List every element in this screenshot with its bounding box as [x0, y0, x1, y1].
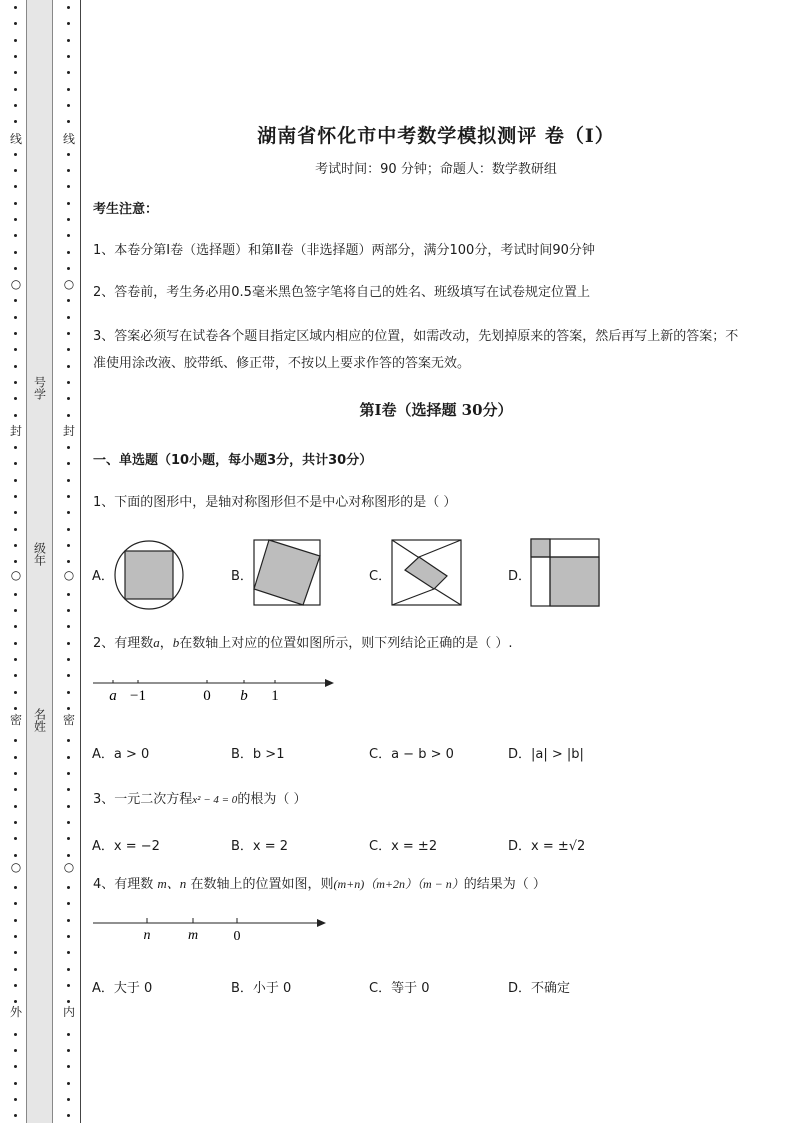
margin-dot [67, 1098, 70, 1101]
margin-dot [14, 446, 17, 449]
name-label: 名姓 [32, 708, 47, 732]
q4-axis-label-n: n [143, 928, 151, 943]
margin-circle: ○ [63, 568, 75, 582]
margin-dot [14, 951, 17, 954]
q2-option-d: D．|a| > |b| [508, 747, 584, 762]
margin-dot [67, 528, 70, 531]
margin-dot [14, 707, 17, 710]
margin-dot [14, 837, 17, 840]
margin-dot [14, 251, 17, 254]
margin-secret-char: 密 [9, 713, 22, 727]
margin-circle: ○ [63, 277, 75, 291]
margin-dot [67, 218, 70, 221]
margin-dot [67, 1082, 70, 1085]
margin-dot [14, 1049, 17, 1052]
q2-option-b: B．b >1 [231, 747, 285, 762]
margin-dot [14, 71, 17, 74]
margin-dot [14, 120, 17, 123]
margin-dot [14, 104, 17, 107]
margin-dot [14, 267, 17, 270]
margin-dot [67, 821, 70, 824]
margin-dot [67, 446, 70, 449]
student-number-label: 号学 [32, 376, 47, 400]
margin-dot [67, 902, 70, 905]
q2-option-c: C．a − b > 0 [369, 747, 454, 762]
q1-figure-a [112, 538, 186, 612]
section-title: 第Ⅰ卷（选择题 30分） [359, 401, 513, 419]
margin-dot [14, 691, 17, 694]
part-heading: 一、单选题（10小题，每小题3分，共计30分） [93, 453, 373, 468]
margin-dot [67, 560, 70, 563]
margin-dot [67, 234, 70, 237]
binding-line [80, 0, 81, 1123]
margin-circle: ○ [10, 277, 22, 291]
margin-dot [14, 299, 17, 302]
margin-dot [67, 935, 70, 938]
margin-dot [14, 609, 17, 612]
margin-dot [67, 153, 70, 156]
margin-dot [67, 707, 70, 710]
notice-heading: 考生注意： [93, 202, 159, 217]
margin-dot [14, 1114, 17, 1117]
margin-dot [67, 22, 70, 25]
margin-dot [14, 169, 17, 172]
margin-dot [14, 234, 17, 237]
margin-dot [67, 854, 70, 857]
q1-figure-c [391, 539, 463, 607]
margin-dot [14, 185, 17, 188]
margin-dot [67, 267, 70, 270]
margin-dot [67, 39, 70, 42]
margin-dot [14, 1065, 17, 1068]
margin-dot [67, 71, 70, 74]
margin-dot [67, 397, 70, 400]
q2-axis-label-b: b [240, 688, 248, 704]
margin-dot [14, 6, 17, 9]
margin-dot [14, 55, 17, 58]
right-dot-column [59, 0, 79, 1123]
margin-circle: ○ [10, 568, 22, 582]
margin-dot [67, 658, 70, 661]
margin-dot [14, 658, 17, 661]
q2-axis-label-0: 0 [203, 688, 211, 704]
margin-dot [67, 837, 70, 840]
margin-dot [67, 674, 70, 677]
page-title: 湖南省怀化市中考数学模拟测评 卷（Ⅰ） [257, 125, 615, 147]
margin-line-char: 线 [62, 132, 75, 146]
margin-dot [14, 528, 17, 531]
q1-option-b-label: B． [231, 569, 253, 584]
q1-figure-d [530, 538, 601, 608]
left-dot-column [6, 0, 26, 1123]
q3-stem: 3、一元二次方程x² − 4 = 0的根为（ ） [93, 792, 307, 807]
margin-dot [67, 6, 70, 9]
margin-dot [14, 1098, 17, 1101]
margin-dot [14, 332, 17, 335]
margin-dot [14, 642, 17, 645]
q2-stem: 2、有理数a，b在数轴上对应的位置如图所示，则下列结论正确的是（ ）. [93, 635, 513, 651]
grade-label: 级年 [32, 542, 47, 566]
margin-dot [14, 316, 17, 319]
margin-dot [14, 756, 17, 759]
q4-axis-label-m: m [187, 928, 199, 943]
margin-secret-char: 密 [62, 713, 75, 727]
q3-option-d: D．x = ±√2 [508, 839, 586, 854]
margin-dot [67, 88, 70, 91]
margin-dot [67, 169, 70, 172]
margin-dot [14, 397, 17, 400]
margin-circle: ○ [10, 860, 22, 874]
margin-dot [67, 414, 70, 417]
margin-dot [14, 919, 17, 922]
margin-dot [14, 593, 17, 596]
q4-stem: 4、有理数 m、n 在数轴上的位置如图，则(m+n)（m+2n）（m − n）的结果为（ ） [93, 876, 546, 892]
q1-option-c-label: C． [369, 569, 392, 584]
margin-dot [67, 1049, 70, 1052]
margin-dot [67, 805, 70, 808]
q4-option-b: B．小于 0 [231, 981, 292, 996]
margin-dot [67, 1033, 70, 1036]
margin-dot [14, 854, 17, 857]
q4-number-line [92, 914, 332, 946]
margin-inner-char: 内 [62, 1005, 75, 1019]
margin-dot [67, 316, 70, 319]
margin-dot [67, 332, 70, 335]
margin-dot [67, 593, 70, 596]
margin-dot [14, 560, 17, 563]
margin-dot [14, 202, 17, 205]
margin-dot [14, 625, 17, 628]
margin-dot [67, 185, 70, 188]
margin-dot [67, 365, 70, 368]
margin-dot [67, 511, 70, 514]
margin-dot [67, 120, 70, 123]
margin-dot [67, 251, 70, 254]
margin-dot [67, 919, 70, 922]
notice-item-2: 2、答卷前，考生务必用0.5毫米黑色签字笔将自己的姓名、班级填写在试卷规定位置上 [93, 285, 590, 300]
margin-dot [14, 365, 17, 368]
margin-dot [67, 788, 70, 791]
margin-dot [14, 414, 17, 417]
margin-dot [67, 55, 70, 58]
margin-dot [67, 1114, 70, 1117]
margin-dot [67, 625, 70, 628]
margin-dot [14, 153, 17, 156]
q1-option-d-label: D． [508, 569, 532, 584]
margin-dot [67, 462, 70, 465]
margin-dot [67, 544, 70, 547]
margin-circle: ○ [63, 860, 75, 874]
margin-dot [14, 495, 17, 498]
margin-dot [14, 968, 17, 971]
margin-dot [67, 642, 70, 645]
margin-dot [67, 299, 70, 302]
exam-subtitle: 考试时间：90 分钟；命题人：数学教研组 [315, 162, 557, 177]
q4-option-d: D．不确定 [508, 981, 571, 996]
q3-option-b: B．x = 2 [231, 839, 289, 854]
margin-dot [14, 1000, 17, 1003]
margin-dot [67, 886, 70, 889]
margin-dot [14, 218, 17, 221]
margin-dot [14, 479, 17, 482]
margin-dot [14, 935, 17, 938]
margin-dot [67, 1000, 70, 1003]
q3-option-a: A．x = −2 [92, 839, 160, 854]
q2-axis-label-a: a [109, 688, 117, 704]
margin-seal-char: 封 [62, 424, 75, 438]
q2-axis-label-1: 1 [271, 688, 279, 704]
margin-dot [14, 381, 17, 384]
margin-dot [14, 39, 17, 42]
margin-dot [14, 984, 17, 987]
margin-dot [14, 739, 17, 742]
margin-seal-char: 封 [9, 424, 22, 438]
margin-dot [67, 984, 70, 987]
margin-dot [67, 609, 70, 612]
margin-dot [14, 805, 17, 808]
margin-dot [14, 22, 17, 25]
margin-dot [14, 544, 17, 547]
margin-dot [67, 1065, 70, 1068]
q1-option-a-label: A． [92, 569, 114, 584]
margin-dot [67, 772, 70, 775]
margin-dot [14, 772, 17, 775]
q3-option-c: C．x = ±2 [369, 839, 438, 854]
margin-dot [14, 674, 17, 677]
margin-dot [14, 462, 17, 465]
q4-axis-label-0: 0 [233, 929, 241, 944]
q4-option-c: C．等于 0 [369, 981, 430, 996]
margin-dot [14, 821, 17, 824]
margin-dot [67, 968, 70, 971]
margin-dot [67, 202, 70, 205]
margin-line-char: 线 [9, 132, 22, 146]
q1-figure-b [253, 539, 323, 607]
q2-option-a: A．a > 0 [92, 747, 150, 762]
q2-number-line [92, 672, 338, 706]
margin-dot [14, 511, 17, 514]
margin-dot [67, 739, 70, 742]
margin-dot [67, 348, 70, 351]
margin-dot [14, 88, 17, 91]
notice-item-3: 3、答案必须写在试卷各个题目指定区域内相应的位置，如需改动，先划掉原来的答案，然后再写上新的答案；不准使用涂改液、胶带纸、修正带，不按以上要求作答的答案无效。 [93, 329, 739, 371]
q4-option-a: A．大于 0 [92, 981, 153, 996]
margin-dot [67, 479, 70, 482]
margin-dot [14, 886, 17, 889]
notice-item-1: 1、本卷分第Ⅰ卷（选择题）和第Ⅱ卷（非选择题）两部分，满分100分，考试时间90分钟 [93, 243, 595, 258]
margin-dot [67, 756, 70, 759]
margin-dot [67, 951, 70, 954]
q2-axis-label-minus1: −1 [130, 688, 146, 704]
q1-stem: 1、下面的图形中，是轴对称图形但不是中心对称图形的是（ ） [93, 495, 457, 510]
margin-dot [14, 788, 17, 791]
margin-dot [14, 1033, 17, 1036]
margin-dot [14, 902, 17, 905]
margin-dot [67, 495, 70, 498]
margin-dot [67, 381, 70, 384]
margin-outer-char: 外 [9, 1005, 22, 1019]
margin-dot [14, 1082, 17, 1085]
margin-dot [67, 691, 70, 694]
margin-dot [14, 348, 17, 351]
margin-dot [67, 104, 70, 107]
